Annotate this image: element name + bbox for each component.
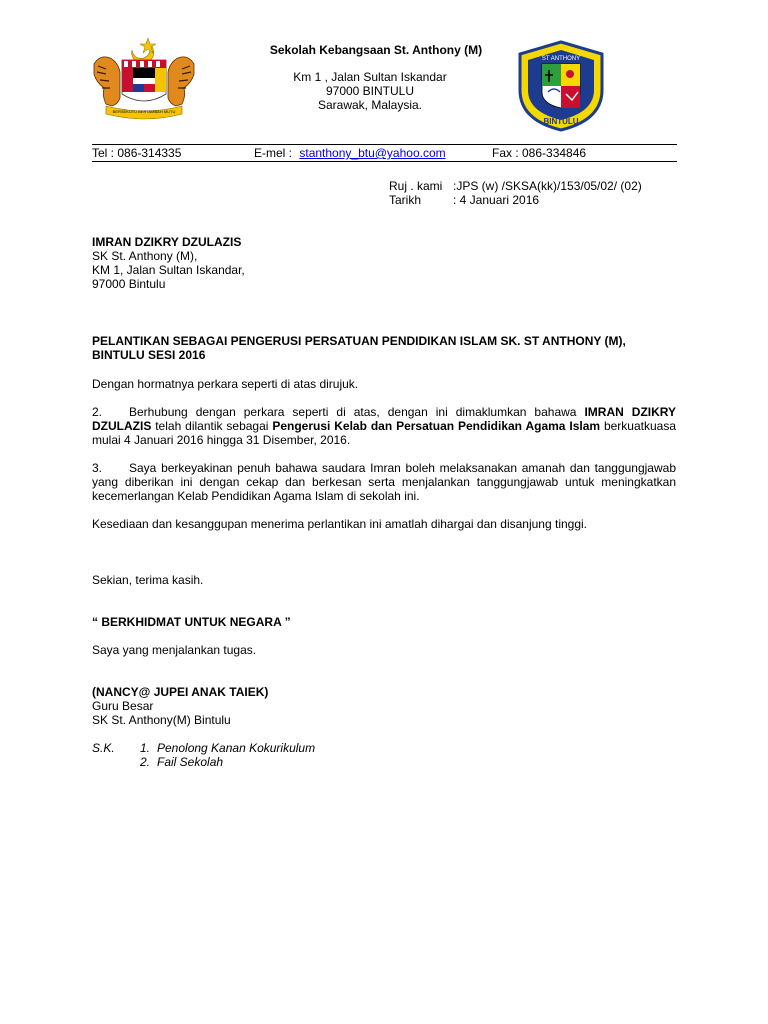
reference-block [389, 179, 642, 207]
cc-item-text: Penolong Kanan Kokurikulum [157, 741, 316, 755]
school-crest-logo [514, 40, 608, 132]
paragraph-2 [92, 405, 676, 447]
cc-item-number: 2. [140, 755, 151, 769]
cc-item-number: 1. [140, 741, 151, 755]
svg-text:BINTULU: BINTULU [543, 117, 579, 126]
cc-row-2 [92, 755, 676, 769]
svg-text:ST ANTHONY: ST ANTHONY [541, 56, 581, 62]
recipient-line-3: 97000 Bintulu [92, 277, 166, 291]
address-line-1: Km 1 , Jalan Sultan Iskandar [293, 70, 447, 84]
subject-line-2: BINTULU SESI 2016 [92, 348, 206, 362]
p2-name: IMRAN DZIKRY DZULAZIS [92, 405, 677, 433]
tarikh-label: Tarikh [389, 193, 422, 207]
subject-line-1: PELANTIKAN SEBAGAI PENGERUSI PERSATUAN PENDIDIKAN ISLAM SK. ST ANTHONY (M), [92, 334, 626, 348]
closing-text: Sekian, terima kasih. [92, 573, 204, 587]
coat-of-arms-logo [88, 36, 200, 124]
p2-text-a: Berhubung dengan perkara seperti di atas, dengan ini dimaklumkan bahawa [129, 405, 585, 419]
signatory-org: SK St. Anthony(M) Bintulu [92, 713, 231, 727]
tel-text: Tel : 086-314335 [92, 146, 182, 160]
recipient-name: IMRAN DZIKRY DZULAZIS [92, 235, 242, 249]
p2-text-c: berkuatkuasa mulai 4 Januari 2016 hingga 31 Disember, 2016. [92, 419, 677, 447]
school-address [210, 70, 530, 112]
signatory-block [92, 685, 676, 727]
signatory-title: Guru Besar [92, 699, 154, 713]
cc-block [92, 741, 676, 769]
tarikh-row [389, 193, 642, 207]
paragraph-3 [92, 461, 676, 503]
header-rule-top [92, 144, 677, 145]
fax-text: Fax : 086-334846 [492, 146, 587, 160]
address-line-3: Sarawak, Malaysia. [317, 98, 423, 112]
email-label: E-mel : stanthony_btu@yahoo.com [254, 146, 446, 160]
motto-text: “ BERKHIDMAT UNTUK NEGARA ” [92, 615, 291, 629]
recipient-block [92, 235, 676, 291]
signatory-name: (NANCY@ JUPEI ANAK TAIEK) [92, 685, 269, 699]
header-rule-bottom [92, 161, 677, 162]
ruj-row [389, 179, 642, 193]
p2-text-b: telah dilantik sebagai [151, 419, 273, 433]
p2-number: 2. [92, 405, 103, 419]
tarikh-value: : 4 Januari 2016 [453, 193, 540, 207]
cc-row-1 [92, 741, 676, 755]
opening-paragraph: Dengan hormatnya perkara seperti di atas dirujuk. [92, 377, 359, 391]
recipient-line-2: KM 1, Jalan Sultan Iskandar, [92, 263, 245, 277]
p2-role: Pengerusi Kelab dan Persatuan Pendidikan Agama Islam [272, 419, 601, 433]
ruj-value: :JPS (w) /SKSA(kk)/153/05/02/ (02) [453, 179, 642, 193]
subject-block [92, 334, 676, 362]
recipient-line-1: SK St. Anthony (M), [92, 249, 198, 263]
p3-text: Saya berkeyakinan penuh bahawa saudara Imran boleh melaksanakan amanah dan tanggungjawab yang diberikan ini dengan cekap dan berkesan serta menjalankan tanggungjawab untuk meningkatkan kecemerlangan Kelab Pendidikan Agama Islam di sekolah ini. [92, 461, 676, 503]
ruj-label: Ruj . kami [389, 179, 443, 193]
email-link[interactable]: stanthony_btu@yahoo.com [299, 146, 446, 160]
svg-text:BERSEKUTU BERTAMBAH MUTU: BERSEKUTU BERTAMBAH MUTU [112, 109, 176, 114]
paragraph-4: Kesediaan dan kesanggupan menerima perlantikan ini amatlah dihargai dan disanjung tinggi. [92, 517, 588, 531]
address-line-2: 97000 BINTULU [325, 84, 415, 98]
cc-item-text: Fail Sekolah [157, 755, 224, 769]
school-header [210, 43, 530, 112]
p3-number: 3. [92, 461, 103, 475]
duty-text: Saya yang menjalankan tugas. [92, 643, 257, 657]
school-name: Sekolah Kebangsaan St. Anthony (M) [269, 43, 483, 57]
cc-label: S.K. [92, 741, 115, 755]
